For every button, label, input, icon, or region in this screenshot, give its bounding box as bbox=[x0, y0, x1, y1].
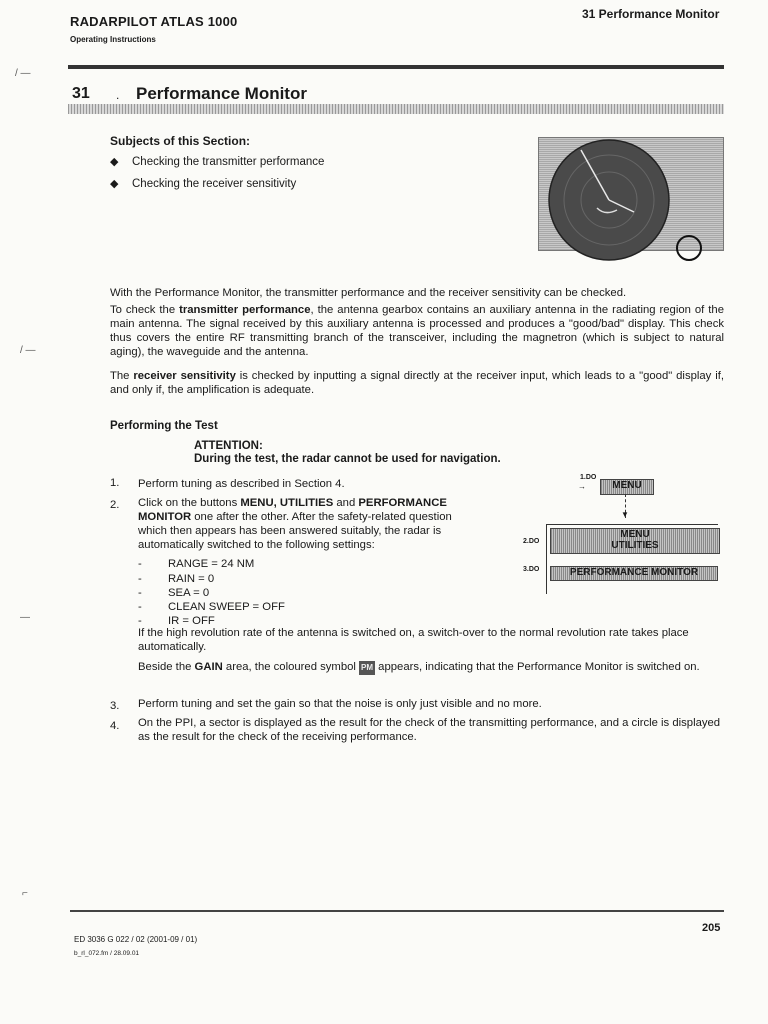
step-tag: 3.DO bbox=[523, 566, 540, 573]
setting-item: - RANGE = 24 NM bbox=[138, 558, 255, 570]
step-2-text: Click on the buttons MENU, UTILITIES and PERFORMANCE MONITOR one after the other. After the safety-related question which then appears has been answered suitably, the radar is automatically switched to the following settings: bbox=[138, 497, 452, 551]
step-4-text: On the PPI, a sector is displayed as the result for the check of the transmitting performance, and a circle is displayed as the result for the check of the receiving performance. bbox=[138, 717, 721, 743]
file-reference: b_rl_072.fm / 28.09.01 bbox=[74, 950, 140, 957]
subject-text: Checking the receiver sensitivity bbox=[132, 178, 297, 190]
pm-symbol-icon: PM bbox=[359, 661, 375, 675]
page-number: 205 bbox=[702, 922, 721, 934]
ppi-screenshot-image bbox=[538, 137, 724, 251]
step-3-text: Perform tuning and set the gain so that the noise is only just visible and no more. bbox=[138, 698, 542, 710]
intro-paragraph-3: The receiver sensitivity is checked by inputting a signal directly at the receiver input, which leads to a "good" display if, and only if, the amplification is adequate. bbox=[110, 370, 724, 396]
diamond-bullet-icon: ◆ bbox=[110, 156, 119, 168]
radar-scope-icon bbox=[539, 138, 723, 263]
step-number: 4. bbox=[110, 720, 120, 732]
gain-note: Beside the GAIN area, the coloured symbol PM appears, indicating that the Performance Monitor is switched on. bbox=[138, 661, 700, 673]
margin-mark: / — bbox=[15, 68, 31, 79]
diamond-bullet-icon: ◆ bbox=[110, 178, 119, 190]
step-1-text: Perform tuning as described in Section 4. bbox=[138, 478, 345, 490]
diagram-left-rule bbox=[546, 524, 547, 594]
utilities-panel bbox=[550, 528, 720, 554]
setting-item: - RAIN = 0 bbox=[138, 573, 215, 585]
margin-mark: ⌐ bbox=[22, 888, 28, 899]
menu-label: MENU bbox=[620, 529, 650, 540]
step-tag: 2.DO bbox=[523, 538, 540, 545]
section-title: Performance Monitor bbox=[136, 84, 307, 103]
menu-button: MENU bbox=[600, 479, 654, 495]
margin-mark: — bbox=[20, 612, 30, 623]
running-head: 31 Performance Monitor bbox=[582, 7, 720, 21]
test-heading: Performing the Test bbox=[110, 420, 218, 432]
setting-item: - IR = OFF bbox=[138, 615, 215, 627]
utilities-button: UTILITIES bbox=[611, 540, 659, 551]
performance-monitor-button: PERFORMANCE MONITOR bbox=[550, 566, 718, 581]
margin-mark: / — bbox=[20, 345, 36, 356]
document-subtitle: Operating Instructions bbox=[70, 35, 156, 44]
section-number: 31 bbox=[72, 85, 90, 102]
subject-item bbox=[110, 177, 296, 190]
diagram-rule bbox=[546, 524, 718, 525]
attention-label: ATTENTION: bbox=[194, 440, 263, 452]
step-tag: 1.DO bbox=[580, 474, 597, 481]
document-title: RADARPILOT ATLAS 1000 bbox=[70, 14, 238, 29]
subject-text: Checking the transmitter performance bbox=[132, 156, 325, 168]
step-number: 2. bbox=[110, 499, 120, 511]
setting-item: - SEA = 0 bbox=[138, 587, 210, 599]
menu-navigation-diagram bbox=[520, 472, 720, 602]
subjects-heading: Subjects of this Section: bbox=[110, 134, 251, 148]
intro-paragraph-2: To check the transmitter performance, the antenna gearbox contains an auxiliary antenna in the radiating region of the main antenna. The signal received by this auxiliary antenna is processed and produces a "good/bad" display. This check thus covers the entire RF transmitting branch of the transceiver, including the magnetron (which is subject to natural aging), the waveguide and the antenna. bbox=[110, 304, 724, 358]
arrow-down-icon: ▼ bbox=[621, 510, 629, 519]
footer-rule bbox=[70, 910, 724, 912]
step-number: 1. bbox=[110, 477, 120, 489]
document-reference: ED 3036 G 022 / 02 (2001-09 / 01) bbox=[74, 935, 198, 944]
subject-item bbox=[110, 155, 324, 168]
heading-dot: . bbox=[116, 88, 120, 102]
header-rule bbox=[68, 65, 724, 69]
setting-item: - CLEAN SWEEP = OFF bbox=[138, 601, 285, 613]
intro-paragraph-1: With the Performance Monitor, the transmitter performance and the receiver sensitivity can be checked. bbox=[110, 287, 627, 299]
step-number: 3. bbox=[110, 700, 120, 712]
revolution-note: If the high revolution rate of the antenna is switched on, a switch-over to the normal revolution rate takes place automatically. bbox=[138, 627, 689, 653]
arrow-right-icon: → bbox=[578, 482, 586, 491]
attention-text: During the test, the radar cannot be used for navigation. bbox=[194, 453, 501, 465]
section-hatch-bar bbox=[68, 104, 724, 114]
